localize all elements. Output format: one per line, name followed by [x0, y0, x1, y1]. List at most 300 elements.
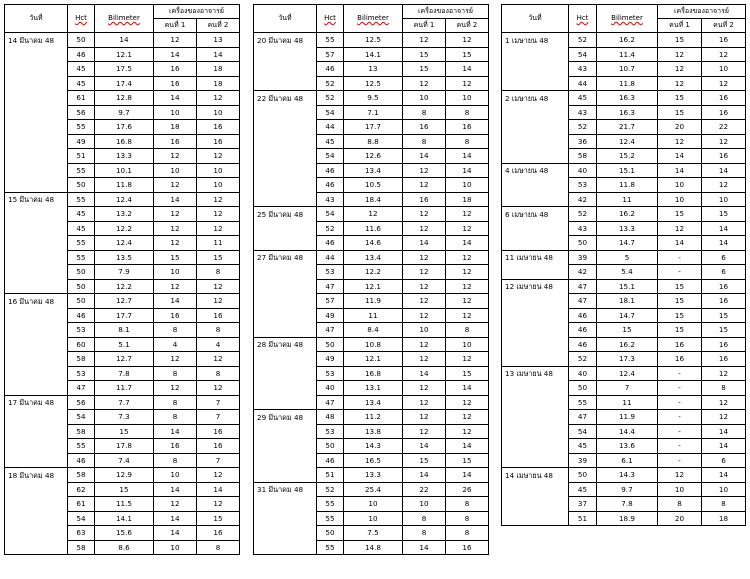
hct-cell: 37: [569, 497, 597, 512]
table-row: [502, 250, 746, 265]
date-cell: 29 มีนาคม 48: [254, 410, 317, 425]
hct-cell: 55: [68, 163, 95, 178]
bilimeter-cell: 12.9: [95, 468, 154, 483]
date-cell: [5, 424, 68, 439]
person-1-cell: 10: [658, 482, 702, 497]
date-cell: [502, 47, 569, 62]
date-cell: [5, 453, 68, 468]
table-row: [5, 526, 240, 541]
person-2-cell: 18: [702, 511, 746, 526]
table-row: [502, 294, 746, 309]
bilimeter-cell: 14.8: [344, 540, 403, 555]
person-1-cell: 15: [154, 250, 197, 265]
date-cell: [5, 526, 68, 541]
bilimeter-cell: 12.6: [344, 149, 403, 164]
header-row: [254, 5, 489, 19]
person-2-cell: 14: [446, 163, 489, 178]
date-cell: 15 มีนาคม 48: [5, 192, 68, 207]
person-2-cell: 12: [446, 279, 489, 294]
bilimeter-cell: 6.1: [597, 453, 658, 468]
hct-cell: 58: [68, 540, 95, 555]
bilimeter-cell: 7.4: [95, 453, 154, 468]
person-1-cell: -: [658, 395, 702, 410]
date-cell: [5, 279, 68, 294]
person-1-cell: -: [658, 381, 702, 396]
person-2-cell: 12: [197, 497, 240, 512]
table-row: [254, 62, 489, 77]
bilimeter-cell: 11.7: [95, 381, 154, 396]
hct-cell: 39: [569, 453, 597, 468]
hct-cell: 50: [68, 265, 95, 280]
table-row: [502, 221, 746, 236]
date-cell: [502, 62, 569, 77]
table-row: [502, 120, 746, 135]
table-row: [5, 178, 240, 193]
bilimeter-cell: 11: [344, 308, 403, 323]
header-person-1: คนที่ 1: [658, 19, 702, 33]
hct-cell: 53: [569, 178, 597, 193]
date-cell: [502, 352, 569, 367]
data-table-1: [4, 4, 240, 555]
date-cell: [5, 236, 68, 251]
hct-cell: 54: [317, 207, 344, 222]
header-person-1: คนที่ 1: [154, 19, 197, 33]
table-row: [5, 47, 240, 62]
hct-cell: 42: [569, 265, 597, 280]
person-1-cell: 12: [154, 207, 197, 222]
table-row: [254, 308, 489, 323]
table-row: [254, 497, 489, 512]
person-1-cell: 20: [658, 120, 702, 135]
bilimeter-cell: 17.7: [344, 120, 403, 135]
hct-cell: 51: [569, 511, 597, 526]
header-hct-label: Hct: [576, 14, 589, 22]
table-row: [5, 439, 240, 454]
date-cell: [5, 134, 68, 149]
bilimeter-cell: 13.4: [344, 250, 403, 265]
bilimeter-cell: 14.7: [597, 308, 658, 323]
hct-cell: 55: [68, 120, 95, 135]
table-row: [254, 352, 489, 367]
bilimeter-cell: 12.7: [95, 294, 154, 309]
bilimeter-cell: 5.1: [95, 337, 154, 352]
person-1-cell: 15: [658, 323, 702, 338]
date-cell: [502, 192, 569, 207]
person-1-cell: 20: [658, 511, 702, 526]
date-cell: [254, 163, 317, 178]
hct-cell: 54: [569, 424, 597, 439]
date-cell: 14 มีนาคม 48: [5, 33, 68, 48]
table-row: [502, 337, 746, 352]
bilimeter-cell: 11: [597, 395, 658, 410]
person-2-cell: 12: [446, 410, 489, 425]
bilimeter-cell: 14.7: [597, 236, 658, 251]
hct-cell: 55: [317, 540, 344, 555]
table-row: [5, 366, 240, 381]
table-row: [254, 120, 489, 135]
person-2-cell: 6: [702, 453, 746, 468]
table-row: [254, 33, 489, 48]
date-cell: [5, 352, 68, 367]
header-hct: [68, 5, 95, 33]
bilimeter-cell: 15.2: [597, 149, 658, 164]
hct-cell: 40: [317, 381, 344, 396]
date-cell: [254, 105, 317, 120]
person-2-cell: 8: [446, 134, 489, 149]
person-2-cell: 16: [197, 439, 240, 454]
date-cell: [5, 163, 68, 178]
date-cell: [502, 294, 569, 309]
bilimeter-cell: 14.1: [95, 511, 154, 526]
table-row: [254, 323, 489, 338]
person-1-cell: 12: [403, 250, 446, 265]
hct-cell: 50: [317, 439, 344, 454]
person-2-cell: 12: [197, 207, 240, 222]
bilimeter-cell: 13.2: [95, 207, 154, 222]
person-1-cell: 12: [658, 134, 702, 149]
person-1-cell: 14: [403, 468, 446, 483]
table-row: [5, 134, 240, 149]
table-row: [5, 540, 240, 555]
hct-cell: 61: [68, 91, 95, 106]
date-cell: [254, 221, 317, 236]
person-2-cell: 8: [446, 511, 489, 526]
bilimeter-cell: 15.1: [597, 163, 658, 178]
date-cell: [5, 323, 68, 338]
table-row: [502, 105, 746, 120]
person-2-cell: 12: [446, 221, 489, 236]
bilimeter-cell: 11.5: [95, 497, 154, 512]
table-row: [254, 207, 489, 222]
bilimeter-cell: 12: [344, 207, 403, 222]
person-2-cell: 16: [197, 526, 240, 541]
person-1-cell: 14: [154, 526, 197, 541]
hct-cell: 50: [68, 294, 95, 309]
date-cell: [502, 410, 569, 425]
person-2-cell: 12: [197, 352, 240, 367]
bilimeter-cell: 13.3: [95, 149, 154, 164]
date-cell: [254, 294, 317, 309]
date-cell: [254, 279, 317, 294]
person-2-cell: 15: [702, 323, 746, 338]
bilimeter-cell: 11.8: [597, 178, 658, 193]
person-1-cell: 12: [403, 279, 446, 294]
table-row: [254, 482, 489, 497]
hct-cell: 49: [317, 352, 344, 367]
person-2-cell: 12: [702, 410, 746, 425]
person-1-cell: 10: [658, 192, 702, 207]
header-row: [5, 5, 240, 19]
table-body: [5, 5, 240, 555]
date-cell: [502, 337, 569, 352]
person-1-cell: 8: [154, 323, 197, 338]
person-2-cell: 12: [446, 395, 489, 410]
bilimeter-cell: 16.8: [95, 134, 154, 149]
table-row: [502, 91, 746, 106]
person-2-cell: 16: [702, 149, 746, 164]
person-2-cell: 22: [702, 120, 746, 135]
person-1-cell: 15: [658, 279, 702, 294]
table-row: [5, 62, 240, 77]
bilimeter-cell: 25.4: [344, 482, 403, 497]
date-cell: [502, 134, 569, 149]
person-2-cell: 15: [702, 308, 746, 323]
bilimeter-cell: 12.2: [95, 221, 154, 236]
date-cell: [254, 323, 317, 338]
date-cell: [502, 265, 569, 280]
date-cell: [502, 308, 569, 323]
bilimeter-cell: 7.5: [344, 526, 403, 541]
date-cell: [254, 468, 317, 483]
person-2-cell: 12: [446, 308, 489, 323]
bilimeter-cell: 10.8: [344, 337, 403, 352]
bilimeter-cell: 12.4: [597, 366, 658, 381]
header-hct: [569, 5, 597, 33]
table-row: [5, 482, 240, 497]
person-2-cell: 10: [702, 482, 746, 497]
table-row: [254, 265, 489, 280]
person-2-cell: 12: [446, 250, 489, 265]
person-1-cell: 16: [154, 76, 197, 91]
hct-cell: 52: [569, 207, 597, 222]
person-2-cell: 7: [197, 395, 240, 410]
person-1-cell: 10: [154, 468, 197, 483]
table-row: [254, 76, 489, 91]
person-2-cell: 12: [702, 47, 746, 62]
hct-cell: 45: [68, 207, 95, 222]
date-cell: [254, 453, 317, 468]
person-2-cell: 16: [197, 424, 240, 439]
bilimeter-cell: 17.8: [95, 439, 154, 454]
person-2-cell: 12: [446, 76, 489, 91]
table-row: [254, 540, 489, 555]
person-1-cell: 12: [658, 468, 702, 483]
bilimeter-cell: 7.7: [95, 395, 154, 410]
bilimeter-cell: 11.6: [344, 221, 403, 236]
person-2-cell: 14: [702, 163, 746, 178]
table-row: [254, 163, 489, 178]
person-1-cell: 12: [403, 424, 446, 439]
table-row: [5, 497, 240, 512]
person-1-cell: 8: [658, 497, 702, 512]
date-cell: [254, 62, 317, 77]
bilimeter-cell: 16.3: [597, 105, 658, 120]
person-2-cell: 14: [446, 439, 489, 454]
hct-cell: 54: [317, 149, 344, 164]
date-cell: [5, 207, 68, 222]
hct-cell: 49: [317, 308, 344, 323]
table-row: [254, 294, 489, 309]
person-2-cell: 10: [446, 337, 489, 352]
table-row: [5, 192, 240, 207]
person-2-cell: 10: [702, 62, 746, 77]
hct-cell: 45: [68, 221, 95, 236]
bilimeter-cell: 13.5: [95, 250, 154, 265]
hct-cell: 54: [68, 410, 95, 425]
hct-cell: 50: [569, 236, 597, 251]
table-row: [254, 526, 489, 541]
bilimeter-cell: 21.7: [597, 120, 658, 135]
person-2-cell: 14: [702, 439, 746, 454]
person-2-cell: 16: [702, 294, 746, 309]
date-cell: [254, 120, 317, 135]
hct-cell: 50: [68, 33, 95, 48]
hct-cell: 52: [569, 120, 597, 135]
table-row: [5, 250, 240, 265]
hct-cell: 50: [68, 178, 95, 193]
person-2-cell: 8: [446, 497, 489, 512]
table-row: [502, 265, 746, 280]
date-cell: [502, 221, 569, 236]
date-cell: [502, 323, 569, 338]
table-row: [5, 149, 240, 164]
data-table-2: [253, 4, 489, 555]
table-row: [502, 178, 746, 193]
date-cell: [502, 511, 569, 526]
date-cell: [254, 526, 317, 541]
bilimeter-cell: 15: [95, 424, 154, 439]
table-row: [5, 76, 240, 91]
table-row: [502, 62, 746, 77]
hct-cell: 54: [569, 47, 597, 62]
bilimeter-cell: 7.8: [597, 497, 658, 512]
date-cell: [5, 381, 68, 396]
date-cell: [502, 395, 569, 410]
table-row: [5, 453, 240, 468]
date-cell: [254, 76, 317, 91]
bilimeter-cell: 18.1: [597, 294, 658, 309]
table-row: [502, 192, 746, 207]
person-1-cell: 8: [154, 366, 197, 381]
hct-cell: 55: [68, 250, 95, 265]
header-bilimeter-label: Bilimeter: [357, 14, 389, 22]
hct-cell: 53: [317, 424, 344, 439]
person-2-cell: 10: [446, 91, 489, 106]
bilimeter-cell: 11.9: [597, 410, 658, 425]
header-hct-label: Hct: [75, 14, 87, 22]
person-2-cell: 8: [446, 105, 489, 120]
bilimeter-cell: 12.4: [95, 192, 154, 207]
bilimeter-cell: 12.4: [95, 236, 154, 251]
person-2-cell: 12: [702, 178, 746, 193]
bilimeter-cell: 16.8: [344, 366, 403, 381]
person-1-cell: 16: [658, 337, 702, 352]
hct-cell: 62: [68, 482, 95, 497]
date-cell: [502, 497, 569, 512]
table-row: [254, 410, 489, 425]
person-2-cell: 10: [702, 192, 746, 207]
hct-cell: 56: [68, 105, 95, 120]
person-2-cell: 16: [446, 540, 489, 555]
header-bilimeter-label: Bilimeter: [108, 14, 140, 22]
person-2-cell: 16: [197, 308, 240, 323]
person-2-cell: 12: [197, 294, 240, 309]
bilimeter-cell: 13.3: [597, 221, 658, 236]
table-row: [5, 105, 240, 120]
bilimeter-cell: 13: [344, 62, 403, 77]
person-1-cell: 14: [403, 366, 446, 381]
table-row: [5, 424, 240, 439]
hct-cell: 46: [68, 453, 95, 468]
person-2-cell: 12: [446, 265, 489, 280]
table-row: [5, 120, 240, 135]
hct-cell: 46: [569, 308, 597, 323]
person-1-cell: 15: [658, 91, 702, 106]
person-2-cell: 14: [702, 236, 746, 251]
date-cell: [5, 178, 68, 193]
person-1-cell: 8: [403, 105, 446, 120]
person-1-cell: 14: [658, 236, 702, 251]
table-row: [502, 439, 746, 454]
hct-cell: 47: [569, 279, 597, 294]
hct-cell: 61: [68, 497, 95, 512]
person-2-cell: 14: [197, 47, 240, 62]
bilimeter-cell: 13.4: [344, 163, 403, 178]
person-1-cell: 12: [403, 178, 446, 193]
person-2-cell: 12: [197, 468, 240, 483]
person-1-cell: 14: [154, 192, 197, 207]
person-2-cell: 8: [702, 381, 746, 396]
person-1-cell: 12: [154, 352, 197, 367]
table-row: [502, 424, 746, 439]
table-row: [502, 207, 746, 222]
date-cell: 13 เมษายน 48: [502, 366, 569, 381]
date-cell: 11 เมษายน 48: [502, 250, 569, 265]
bilimeter-cell: 12.8: [95, 91, 154, 106]
hct-cell: 39: [569, 250, 597, 265]
person-2-cell: 12: [446, 294, 489, 309]
hct-cell: 47: [317, 395, 344, 410]
bilimeter-cell: 12.2: [95, 279, 154, 294]
date-cell: [5, 540, 68, 555]
table-row: [502, 47, 746, 62]
person-1-cell: 12: [403, 76, 446, 91]
hct-cell: 45: [569, 91, 597, 106]
person-2-cell: 14: [702, 468, 746, 483]
hct-cell: 47: [317, 323, 344, 338]
bilimeter-cell: 5: [597, 250, 658, 265]
date-cell: [5, 308, 68, 323]
table-row: [5, 337, 240, 352]
person-2-cell: 12: [702, 134, 746, 149]
hct-cell: 46: [317, 62, 344, 77]
person-1-cell: -: [658, 265, 702, 280]
person-1-cell: -: [658, 250, 702, 265]
person-2-cell: 12: [197, 91, 240, 106]
hct-cell: 44: [317, 120, 344, 135]
hct-cell: 53: [317, 265, 344, 280]
hct-cell: 53: [68, 366, 95, 381]
date-cell: [502, 105, 569, 120]
person-2-cell: 10: [197, 178, 240, 193]
hct-cell: 51: [317, 468, 344, 483]
date-cell: [502, 453, 569, 468]
date-cell: [502, 439, 569, 454]
hct-cell: 50: [317, 337, 344, 352]
date-cell: [502, 149, 569, 164]
date-cell: [254, 308, 317, 323]
person-2-cell: 7: [197, 410, 240, 425]
table-row: [502, 33, 746, 48]
bilimeter-cell: 11.4: [597, 47, 658, 62]
person-1-cell: -: [658, 453, 702, 468]
date-cell: 2 เมษายน 48: [502, 91, 569, 106]
date-cell: [254, 134, 317, 149]
bilimeter-cell: 18.4: [344, 192, 403, 207]
person-1-cell: 12: [403, 221, 446, 236]
person-1-cell: 15: [658, 207, 702, 222]
table-row: [5, 395, 240, 410]
